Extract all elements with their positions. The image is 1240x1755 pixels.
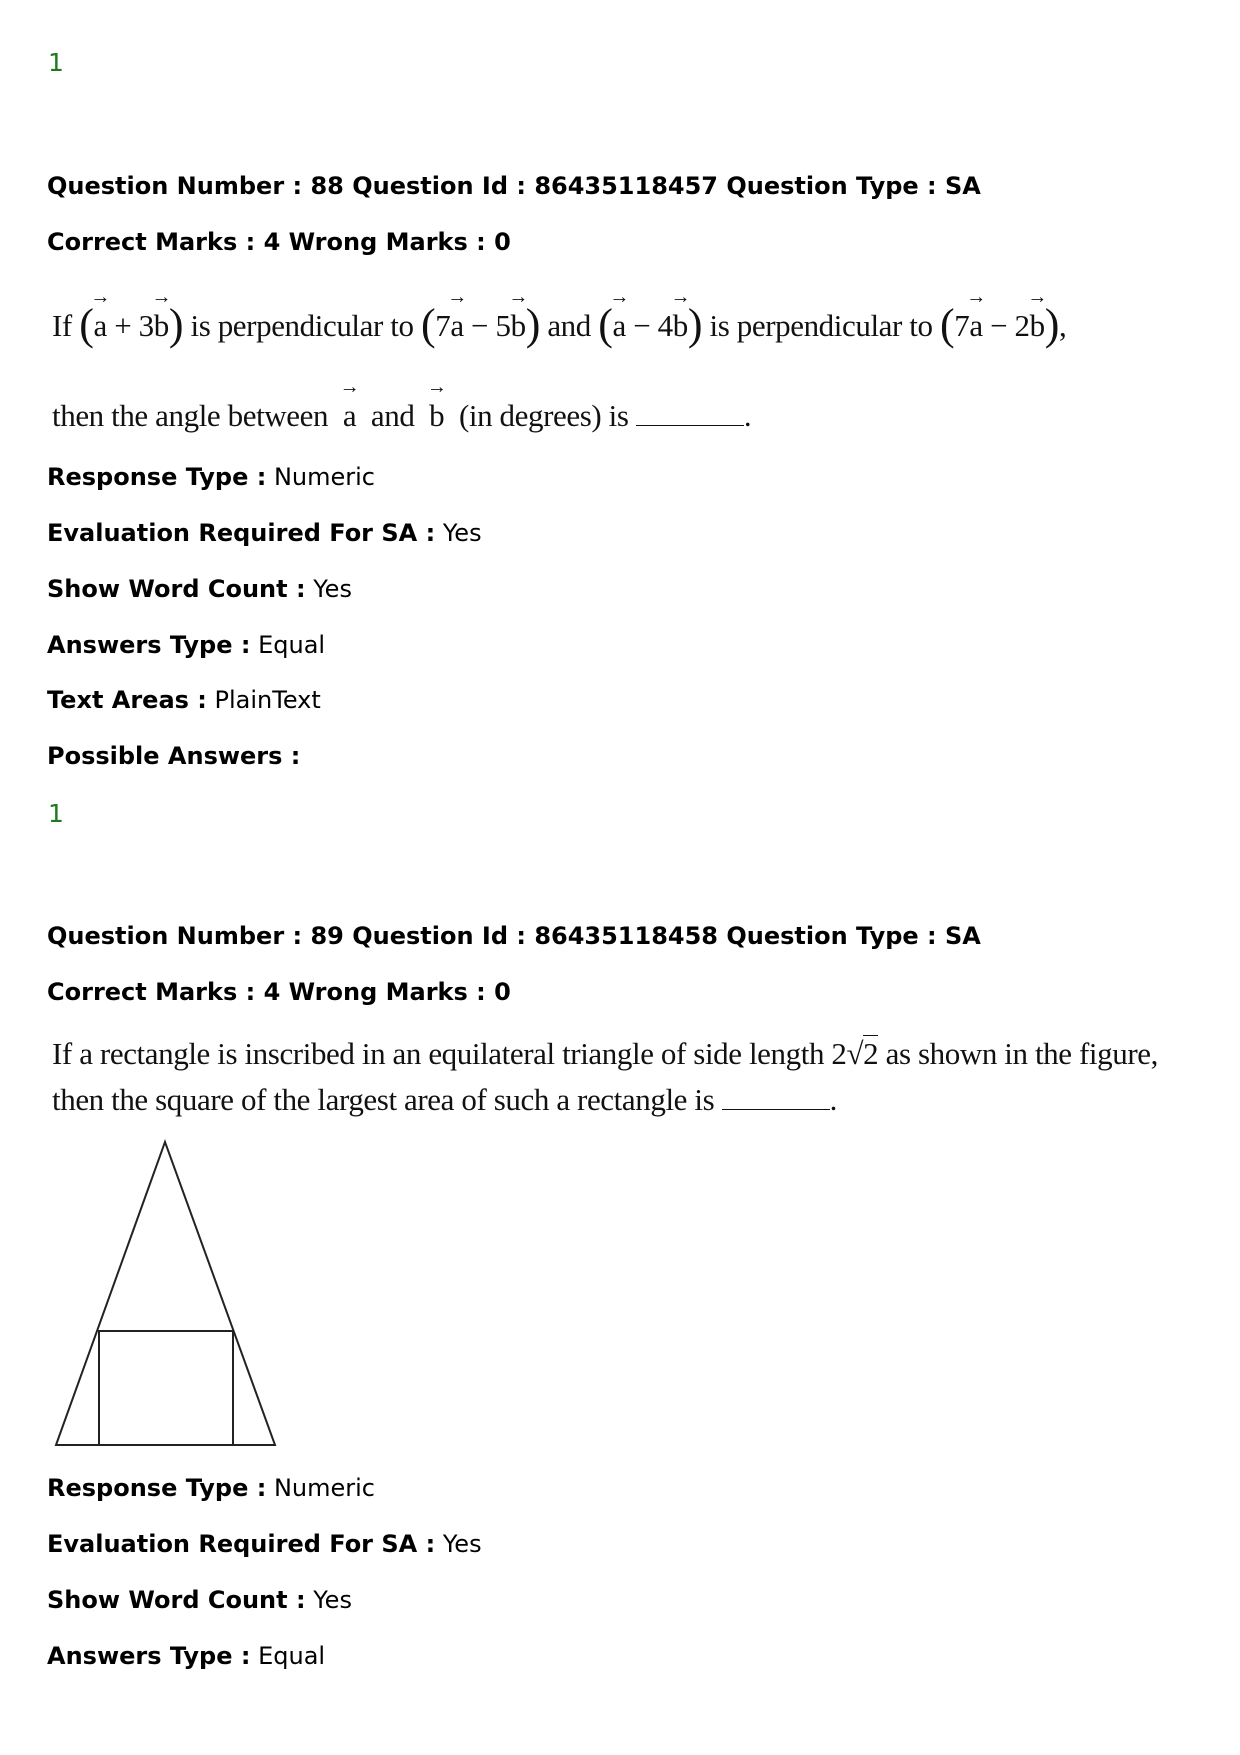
q89-marks: Correct Marks : 4 Wrong Marks : 0 (47, 978, 511, 1006)
q88-text: , (1059, 308, 1067, 343)
q89-question-line-2 (52, 1082, 837, 1118)
q88-text: − 2 (990, 308, 1030, 343)
q88-text: . (743, 398, 752, 433)
q89-header: Question Number : 89 Question Id : 86435118458 Question Type : SA (47, 922, 981, 950)
triangle-rectangle-figure (50, 1135, 290, 1455)
q89-show-word-count: Show Word Count : Yes (47, 1586, 352, 1614)
q88-response-type: Response Type : Numeric (47, 463, 375, 491)
q88-question-line-2 (52, 398, 751, 434)
q89-evaluation-required: Evaluation Required For SA : Yes (47, 1530, 482, 1558)
q88-answer: 1 (48, 799, 64, 828)
equilateral-triangle (56, 1142, 275, 1445)
q89-text: 2 (863, 1036, 879, 1071)
q88-text: is perpendicular to (709, 308, 933, 343)
q89-text: then the square of the largest area of such a rectangle is (52, 1082, 715, 1117)
vector-b: → b (673, 308, 688, 344)
q88-question-line-1: If (→ a + 3→ b) is perpendicular to (7→ a − 5→ b) and (→ a − 4→ b) is perpendicular to (7→ a − 2→ b), (52, 308, 1066, 344)
q89-answers-type: Answers Type : Equal (47, 1642, 326, 1670)
q89-response-type: Response Type : Numeric (47, 1474, 375, 1502)
vector-a: → a (613, 308, 626, 344)
page-number: 1 (48, 48, 64, 77)
q88-text-areas: Text Areas : PlainText (47, 686, 321, 714)
q88-text: then the angle between (52, 398, 329, 433)
vector-a: → a (450, 308, 463, 344)
q88-text: (in degrees) is (458, 398, 629, 433)
q88-marks: Correct Marks : 4 Wrong Marks : 0 (47, 228, 511, 256)
vector-a: → a (93, 308, 106, 344)
q89-text: as shown in the figure, (885, 1036, 1158, 1071)
q88-text: − 4 (633, 308, 673, 343)
answer-blank (636, 425, 744, 426)
q88-text: and (547, 308, 591, 343)
vector-b: → b (429, 398, 444, 434)
q88-text: 7 (954, 308, 970, 343)
q88-text: and (370, 398, 415, 433)
q89-text: If a rectangle is inscribed in an equilateral triangle of side length (52, 1036, 825, 1071)
q88-header: Question Number : 88 Question Id : 86435118457 Question Type : SA (47, 172, 981, 200)
q89-text: . (829, 1082, 837, 1117)
vector-b: → b (154, 308, 169, 344)
sqrt-sign: √ (846, 1036, 864, 1071)
answer-blank (722, 1109, 830, 1110)
vector-a: → a (343, 398, 356, 434)
vector-b: → b (511, 308, 526, 344)
q89-question-line-1 (52, 1036, 1158, 1072)
q88-text: + 3 (114, 308, 154, 343)
q89-text: 2 (831, 1036, 847, 1071)
q88-text: is perpendicular to (190, 308, 414, 343)
q88-possible-answers: Possible Answers : (47, 742, 301, 770)
vector-b: → b (1030, 308, 1045, 344)
inscribed-rectangle (99, 1331, 233, 1445)
q88-text: 7 (435, 308, 451, 343)
vector-a: → a (969, 308, 982, 344)
q88-text: If (52, 308, 72, 343)
q88-show-word-count: Show Word Count : Yes (47, 575, 352, 603)
q88-answers-type: Answers Type : Equal (47, 631, 326, 659)
q88-evaluation-required: Evaluation Required For SA : Yes (47, 519, 482, 547)
q88-text: − 5 (471, 308, 511, 343)
